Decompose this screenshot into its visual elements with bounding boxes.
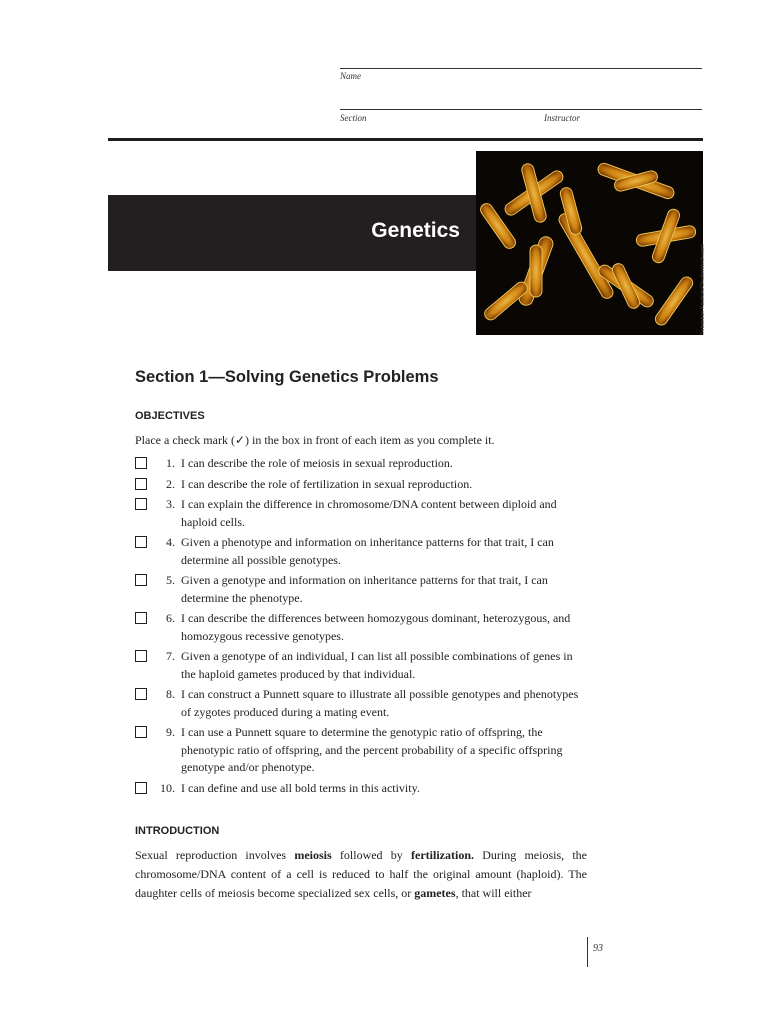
objective-checkbox[interactable] (135, 498, 147, 510)
page-number-rule (587, 937, 588, 967)
objective-item (135, 724, 590, 777)
objective-text: I can define and use all bold terms in this activity. (181, 780, 420, 795)
objective-item (135, 648, 590, 683)
objective-number: 7. (166, 649, 175, 663)
intro-text: During meiosis, the chromosome/DNA content of a cell is reduced to half the original amount (haploid). The daughter cells of meiosis become specialized sex cells, or (135, 848, 588, 900)
bold-term: meiosis (294, 848, 332, 862)
objectives-instruction: Place a check mark (✓) in the box in front of each item as you complete it. (135, 433, 495, 447)
objective-item (135, 686, 590, 721)
objective-checkbox[interactable] (135, 457, 147, 469)
objective-item (135, 572, 590, 607)
objective-text: I can use a Punnett square to determine the genotypic ratio of offspring, the phenotypic ratio of offspring, and the percent probability of a specific offspring genotype and/or phenotype. (181, 725, 563, 774)
objective-item (135, 534, 590, 569)
objective-number: 2. (166, 476, 175, 491)
objective-item (135, 476, 590, 494)
objective-item (135, 455, 590, 473)
objective-checkbox[interactable] (135, 478, 147, 490)
objective-checkbox[interactable] (135, 782, 147, 794)
objective-text: Given a genotype of an individual, I can list all possible combinations of genes in the haploid gametes produced by that individual. (181, 649, 573, 681)
introduction-heading: INTRODUCTION (135, 825, 220, 837)
objective-text: Given a genotype and information on inheritance patterns for that trait, I can determine the phenotype. (181, 573, 548, 605)
objective-text: I can construct a Punnett square to illustrate all possible genotypes and phenotypes of zygotes produced during a mating event. (181, 687, 579, 719)
objective-checkbox[interactable] (135, 536, 147, 548)
name-label: Name (340, 71, 361, 81)
objective-checkbox[interactable] (135, 688, 147, 700)
objective-checkbox[interactable] (135, 726, 147, 738)
objective-number: 4. (166, 535, 175, 549)
section-instructor-line (340, 109, 702, 110)
objective-number: 1. (166, 456, 175, 470)
objective-text: I can describe the role of meiosis in sexual reproduction. (181, 456, 453, 470)
intro-text: followed by (331, 848, 412, 862)
chapter-title: Genetics (371, 219, 460, 242)
objective-item (135, 496, 590, 531)
objective-checkbox[interactable] (135, 612, 147, 624)
page-number: 93 (593, 943, 603, 954)
chromosome-photo (476, 151, 703, 335)
objective-text: I can describe the role of fertilization in sexual reproduction. (181, 476, 473, 491)
objective-checkbox[interactable] (135, 574, 147, 586)
objective-text: I can describe the differences between homozygous dominant, heterozygous, and homozygous recessive genotypes. (181, 611, 571, 643)
objective-number: 9. (166, 725, 175, 739)
objectives-heading: OBJECTIVES (135, 410, 205, 422)
bold-term: gametes (414, 886, 456, 900)
objective-number: 6. (166, 611, 175, 625)
title-band (108, 195, 476, 271)
objective-text: I can explain the difference in chromosome/DNA content between diploid and haploid cells. (181, 497, 557, 529)
objective-number: 10. (160, 780, 175, 795)
name-line (340, 68, 702, 69)
objectives-list (135, 455, 590, 800)
objective-item (135, 780, 590, 798)
section-title: Section 1—Solving Genetics Problems (135, 368, 439, 386)
objective-text: Given a phenotype and information on inheritance patterns for that trait, I can determine all possible genotypes. (181, 535, 554, 567)
intro-text: Sexual reproduction involves (135, 848, 295, 862)
photo-credit: Sebastian Kaulitzki/Shutterstock.com (700, 244, 706, 335)
introduction-paragraph (135, 846, 587, 903)
objective-checkbox[interactable] (135, 650, 147, 662)
objective-number: 8. (166, 687, 175, 701)
objective-item (135, 610, 590, 645)
section-label: Section (340, 113, 367, 123)
objective-number: 5. (166, 573, 175, 587)
instructor-label: Instructor (544, 113, 580, 123)
header-rule (108, 138, 703, 141)
objective-number: 3. (166, 497, 175, 511)
intro-text: , that will either (455, 886, 532, 900)
bold-term: fertilization. (411, 848, 474, 862)
chromosome-illustration (476, 151, 703, 335)
